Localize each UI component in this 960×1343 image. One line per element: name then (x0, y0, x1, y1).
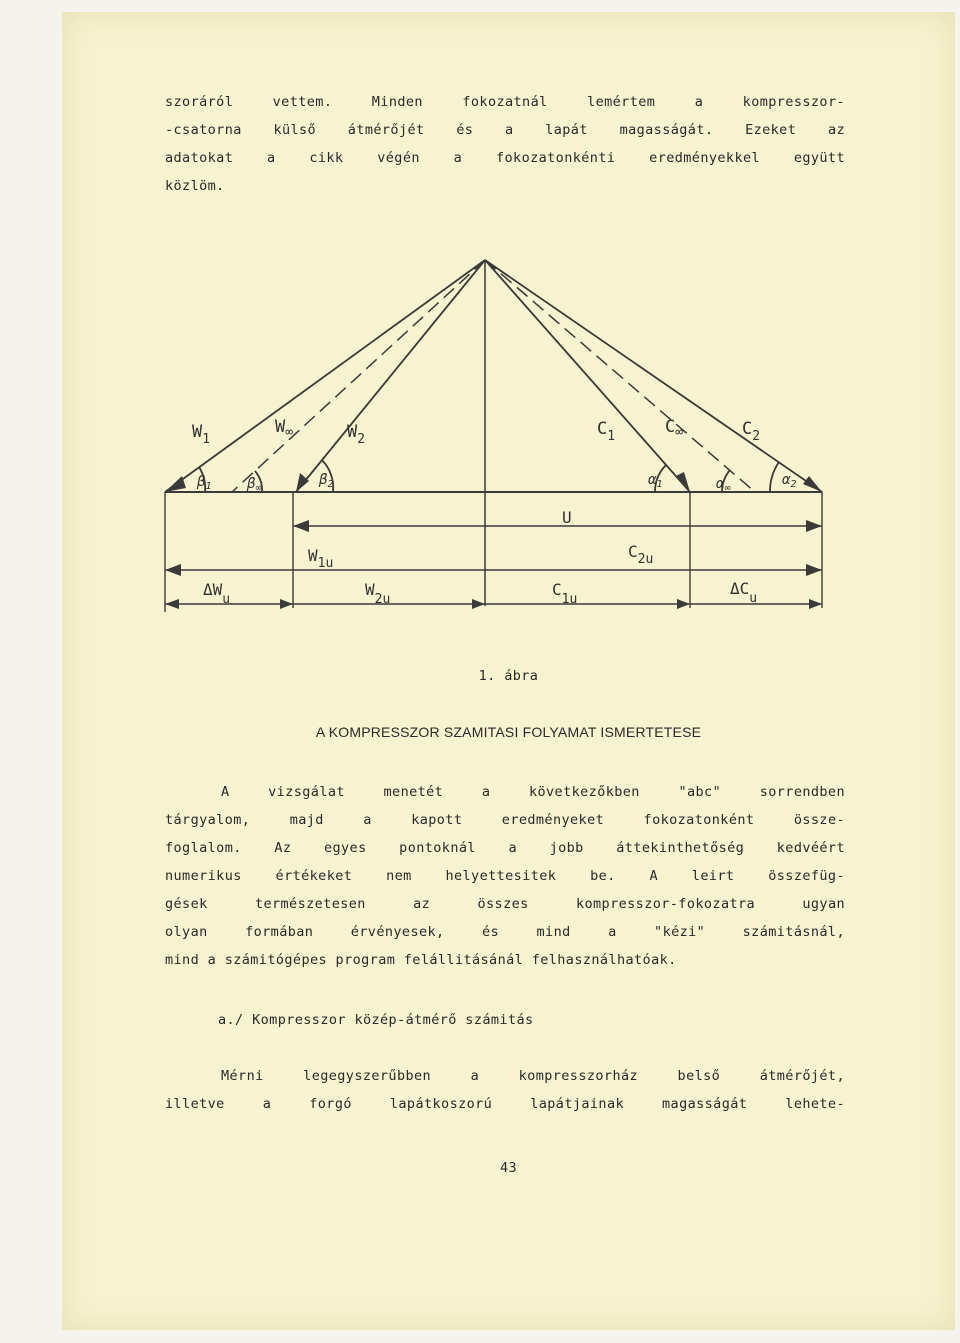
section-heading: a./ Kompresszor közép-átmérő számitás (218, 1012, 534, 1028)
alpha1-label: $\alpha_1$ (648, 472, 663, 490)
arrowhead (165, 564, 181, 576)
text-line: numerikus értékeket nem helyettesitek be. A leirt összefüg- (165, 868, 845, 884)
w1u-label: $W_{1u}$ (308, 546, 334, 571)
w1-label: $W_1$ (192, 422, 211, 447)
arrowhead (809, 599, 822, 609)
page-number: 43 (499, 1160, 518, 1176)
arrowhead (806, 564, 822, 576)
alphainf-label: $\alpha_\infty$ (716, 476, 731, 494)
text-line: foglalom. Az egyes pontoknál a jobb áttekinthetőség kedvéért (165, 840, 845, 856)
arrowhead (472, 599, 485, 609)
winf-label: $W_\infty$ (275, 417, 294, 440)
text-line: illetve a forgó lapátkoszorú lapátjainak magasságát lehete- (165, 1096, 845, 1112)
arrowhead (296, 473, 309, 492)
arrowhead (676, 472, 690, 492)
w2u-label: $W_{2u}$ (365, 580, 391, 607)
cinf-vector-line (485, 260, 755, 492)
arrowhead (677, 599, 690, 609)
arrowhead (280, 599, 293, 609)
dwu-label: $\Delta W_u$ (203, 580, 231, 607)
betainf-label: $\beta_\infty$ (247, 476, 262, 494)
alpha2-arc (770, 462, 779, 492)
figure-number: 1. ábra (478, 668, 539, 684)
u-label: U (562, 508, 572, 527)
text-line: közlöm. (165, 178, 225, 194)
c1u-label: $C_{1u}$ (552, 580, 578, 607)
text-line: -csatorna külső átmérőjét és a lapát magasságát. Ezeket az (165, 122, 845, 138)
winf-vector-line (232, 260, 485, 492)
text-line: mind a számitógépes program felállitásánál felhasználhatóak. (165, 952, 677, 968)
text-line: szoráról vettem. Minden fokozatnál lemértem a kompresszor- (165, 94, 845, 110)
paragraph-measure (165, 1062, 845, 1118)
text-line: olyan formában érvényesek, és mind a "kézi" számitásnál, (165, 924, 845, 940)
arrowhead (165, 599, 179, 609)
c2u-label: $C_{2u}$ (628, 542, 654, 567)
cinf-label: $C_\infty$ (665, 417, 684, 440)
w2-label: $W_2$ (347, 422, 366, 447)
beta2-label: $\beta_2$ (319, 472, 334, 490)
text-line: adatokat a cikk végén a fokozatonkénti eredményekkel együtt (165, 150, 845, 166)
text-line: gések természetesen az összes kompresszor-fokozatra ugyan (165, 896, 845, 912)
arrowhead (803, 476, 822, 492)
c1-label: $C_1$ (597, 419, 616, 444)
beta1-label: $\beta_1$ (197, 474, 212, 492)
velocity-triangle-figure (0, 0, 960, 660)
c1-vector-line (485, 260, 690, 492)
arrowhead (293, 520, 309, 532)
c2-vector-line (485, 260, 822, 492)
paragraph-method (165, 778, 845, 974)
arrowhead (806, 520, 822, 532)
alpha2-label: $\alpha_2$ (782, 472, 797, 490)
text-line: tárgyalom, majd a kapott eredményeket fokozatonként össze- (165, 812, 845, 828)
dcu-label: $\Delta C_u$ (730, 579, 758, 606)
text-line: A vizsgálat menetét a következőkben "abc" sorrendben (221, 784, 845, 800)
c2-label: $C_2$ (742, 419, 761, 444)
text-line: Mérni legegyszerűbben a kompresszorház belső átmérőjét, (221, 1068, 845, 1084)
figure-title: A KOMPRESSZOR SZAMITASI FOLYAMAT ISMERTETESE (315, 724, 702, 740)
